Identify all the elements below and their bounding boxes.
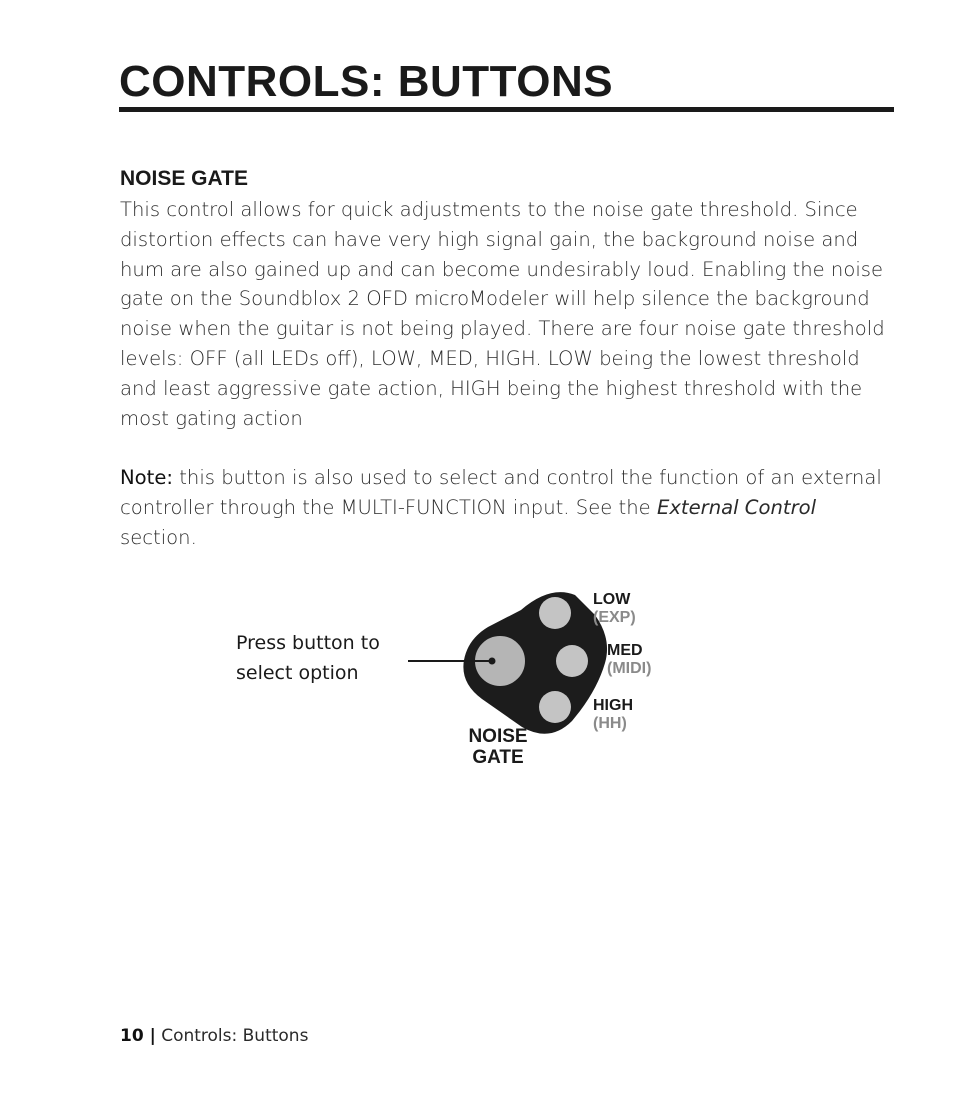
note-text: this button is also used to select and control the function of an external controller through the MULTI-FUNCTION input. See the (120, 466, 882, 519)
page-number: 10 | (120, 1026, 156, 1046)
noise-gate-description: This control allows for quick adjustments to the noise gate threshold. Since distortion effects can have very high signal gain, the background noise and hum are also gained up and can become undesirably loud. Enabling the noise gate on the Soundblox 2 OFD microModeler will help silence the background noise when the guitar is not being played. There are four noise gate threshold levels: OFF (all LEDs off), LOW, MED, HIGH. LOW being the lowest threshold and least aggressive gate action, HIGH being the highest threshold with the most gating action (120, 198, 885, 430)
led-high-icon (539, 691, 571, 723)
option-med (607, 642, 651, 678)
title-divider (119, 107, 894, 112)
page-title: CONTROLS: BUTTONS (119, 57, 614, 106)
callout-dot (489, 658, 496, 665)
option-low (593, 591, 636, 627)
callout-line2: select option (236, 662, 359, 684)
option-med-label: MED (607, 642, 643, 659)
note-text-end: section. (120, 525, 197, 549)
button-label-line2: GATE (472, 747, 524, 768)
footer-section-name: Controls: Buttons (161, 1026, 309, 1046)
noise-gate-button-label (458, 726, 538, 768)
page-footer (120, 1025, 308, 1047)
button-label-line1: NOISE (468, 726, 528, 747)
note-paragraph (120, 463, 890, 552)
external-control-reference: External Control (656, 495, 817, 519)
option-high-label: HIGH (593, 697, 633, 714)
option-low-sub: (EXP) (593, 609, 636, 626)
callout-label (236, 628, 380, 688)
option-high (593, 697, 633, 733)
led-low-icon (539, 597, 571, 629)
option-low-label: LOW (593, 591, 631, 608)
note-label: Note: (120, 466, 173, 489)
led-med-icon (556, 645, 588, 677)
option-high-sub: (HH) (593, 715, 627, 732)
section-heading: NOISE GATE (120, 167, 248, 190)
callout-line1: Press button to (236, 632, 380, 654)
option-med-sub: (MIDI) (607, 660, 652, 677)
